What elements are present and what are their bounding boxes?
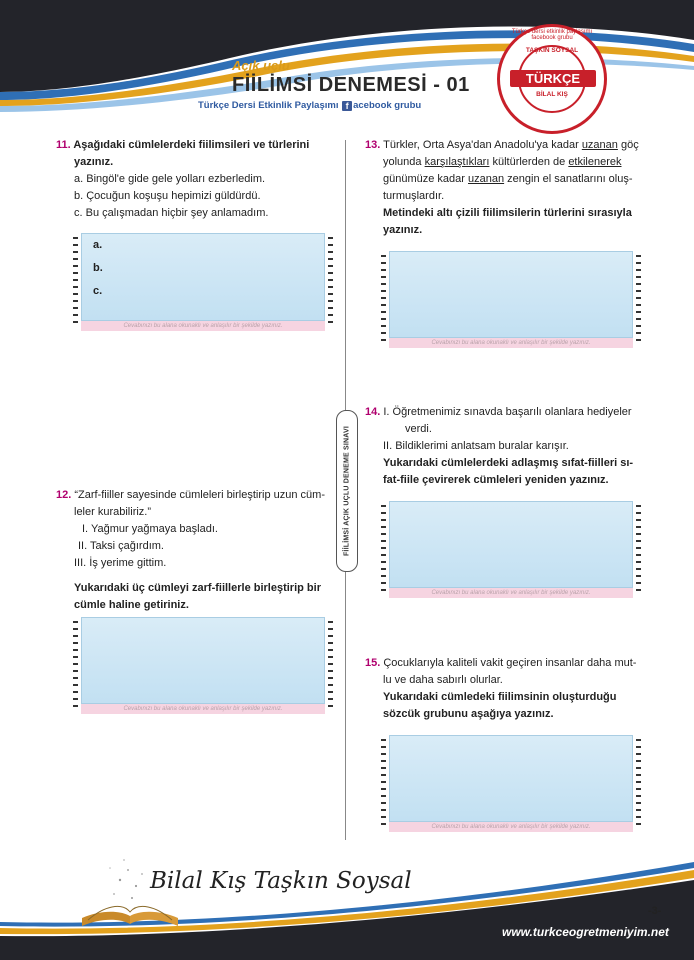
answer-box-12[interactable] <box>73 617 333 714</box>
perforation <box>73 621 78 710</box>
prompt-text: cümle haline getiriniz. <box>74 599 189 611</box>
question-text: Türkler, Orta Asya'dan Anadolu'ya kadar <box>383 139 579 151</box>
page-title: FİİLİMSİ DENEMESİ - 01 <box>232 74 470 96</box>
question-text: günümüze kadar <box>383 173 465 185</box>
side-label-text: FİİLİMSİ AÇIK UÇLU DENEME SINAVI <box>343 425 351 557</box>
question-text: yazınız. <box>74 156 114 168</box>
stamp-ring-text: Türkçe dersi etkinlik paylaşımı facebook grubu <box>511 29 593 41</box>
header-small-title: Açık uçlu <box>232 58 290 73</box>
answer-area[interactable] <box>389 735 633 822</box>
question-number: 14. <box>365 406 381 418</box>
underlined-word: etkilenerek <box>568 156 622 168</box>
item-1: I. Yağmur yağmaya başladı. <box>82 523 218 535</box>
question-15 <box>365 655 650 723</box>
answer-area[interactable] <box>81 233 325 321</box>
answer-box-11[interactable] <box>73 233 333 331</box>
question-text: leler kurabiliriz.” <box>74 506 152 518</box>
answer-hint: Cevabınızı bu alana okunaklı ve anlaşılır bir şekilde yazınız. <box>389 338 633 348</box>
question-text: I. Öğretmenimiz sınavda başarılı olanlara hediyeler <box>383 406 632 418</box>
subtitle-text: Türkçe Dersi Etkinlik Paylaşımı <box>198 100 339 111</box>
prompt-text: fat-fiile çevirerek cümleleri yeniden yazınız. <box>383 474 609 486</box>
answer-box-15[interactable] <box>381 735 641 832</box>
perforation <box>328 621 333 710</box>
perforation <box>381 739 386 828</box>
perforation <box>381 255 386 344</box>
question-text: kültürlerden de <box>492 156 566 168</box>
prompt-text: Metindeki altı çizili fiilimsilerin türlerini sırasıyla <box>383 207 632 219</box>
item-b: b. Çocuğun koşuşu hepimizi güldürdü. <box>74 190 261 202</box>
question-number: 11. <box>56 139 71 151</box>
subtitle-suffix: acebook grubu <box>353 100 422 111</box>
item-a: a. Bingöl'e gide gele yolları ezberledim. <box>74 173 266 185</box>
prompt-text: Yukarıdaki üç cümleyi zarf-fiillerle birleştirip bir <box>74 582 321 594</box>
answer-area[interactable] <box>81 617 325 704</box>
answer-box-14[interactable] <box>381 501 641 598</box>
side-label <box>336 410 358 572</box>
question-text: Aşağıdaki cümlelerdeki fiilimsileri ve türlerini <box>73 139 310 151</box>
question-text: yolunda <box>383 156 422 168</box>
question-text: göç <box>620 139 639 151</box>
question-text: lu ve daha sabırlı olurlar. <box>383 674 503 686</box>
facebook-icon: f <box>342 101 352 111</box>
stamp-top-text: TAŞKIN SOYSAL <box>525 47 579 54</box>
question-text: Çocuklarıyla kaliteli vakit geçiren insanlar daha mut- <box>383 657 637 669</box>
question-number: 12. <box>56 489 72 501</box>
answer-hint: Cevabınızı bu alana okunaklı ve anlaşılır bir şekilde yazınız. <box>81 704 325 714</box>
stamp-bottom-text: BİLAL KIŞ <box>536 91 568 98</box>
perforation <box>381 505 386 594</box>
stamp-band: TÜRKÇE <box>510 70 596 87</box>
question-11 <box>56 137 336 222</box>
perforation <box>636 505 641 594</box>
answer-hint: Cevabınızı bu alana okunaklı ve anlaşılır bir şekilde yazınız. <box>389 588 633 598</box>
answer-hint: Cevabınızı bu alana okunaklı ve anlaşılır bir şekilde yazınız. <box>81 321 325 331</box>
item-3: III. İş yerime gittim. <box>74 557 167 569</box>
question-12 <box>56 487 336 614</box>
answer-box-13[interactable] <box>381 251 641 348</box>
author-signature: Bilal Kış Taşkın Soysal <box>150 868 412 894</box>
underlined-word: karşılaştıkları <box>424 156 490 168</box>
prompt-text: Yukarıdaki cümlelerdeki adlaşmış sıfat-fiilleri sı- <box>383 457 634 469</box>
website-link[interactable]: www.turkceogretmeniyim.net <box>502 925 669 939</box>
perforation <box>636 739 641 828</box>
question-text: II. Bildiklerimi anlatsam buralar karışır. <box>383 440 569 452</box>
footer-swoosh <box>0 840 694 960</box>
answer-area[interactable] <box>389 501 633 588</box>
answer-label-a: a. <box>93 239 103 251</box>
answer-hint: Cevabınızı bu alana okunaklı ve anlaşılır bir şekilde yazınız. <box>389 822 633 832</box>
prompt-text: Yukarıdaki cümledeki fiilimsinin oluşturduğu <box>383 691 617 703</box>
perforation <box>73 237 78 327</box>
answer-label-c: c. <box>93 285 103 297</box>
answer-label-b: b. <box>93 262 103 274</box>
item-c: c. Bu çalışmadan hiçbir şey anlamadım. <box>74 207 269 219</box>
question-number: 15. <box>365 657 381 669</box>
underlined-word: uzanan <box>468 173 505 185</box>
question-text: “Zarf-fiiller sayesinde cümleleri birleştirip uzun cüm- <box>74 489 325 501</box>
underlined-word: uzanan <box>581 139 618 151</box>
turkce-stamp-logo <box>497 24 607 134</box>
item-2: II. Taksi çağırdım. <box>78 540 164 552</box>
perforation <box>636 255 641 344</box>
question-13 <box>365 137 645 239</box>
perforation <box>328 237 333 327</box>
answer-area[interactable] <box>389 251 633 338</box>
page-number: -3- <box>648 905 662 917</box>
prompt-text: sözcük grubunu aşağıya yazınız. <box>383 708 554 720</box>
header-subtitle <box>198 100 421 111</box>
question-text: verdi. <box>405 423 432 435</box>
question-text: turmuşlardır. <box>383 190 445 202</box>
question-14 <box>365 404 650 489</box>
question-number: 13. <box>365 139 381 151</box>
prompt-text: yazınız. <box>383 224 423 236</box>
question-text: zengin el sanatlarını oluş- <box>507 173 633 185</box>
